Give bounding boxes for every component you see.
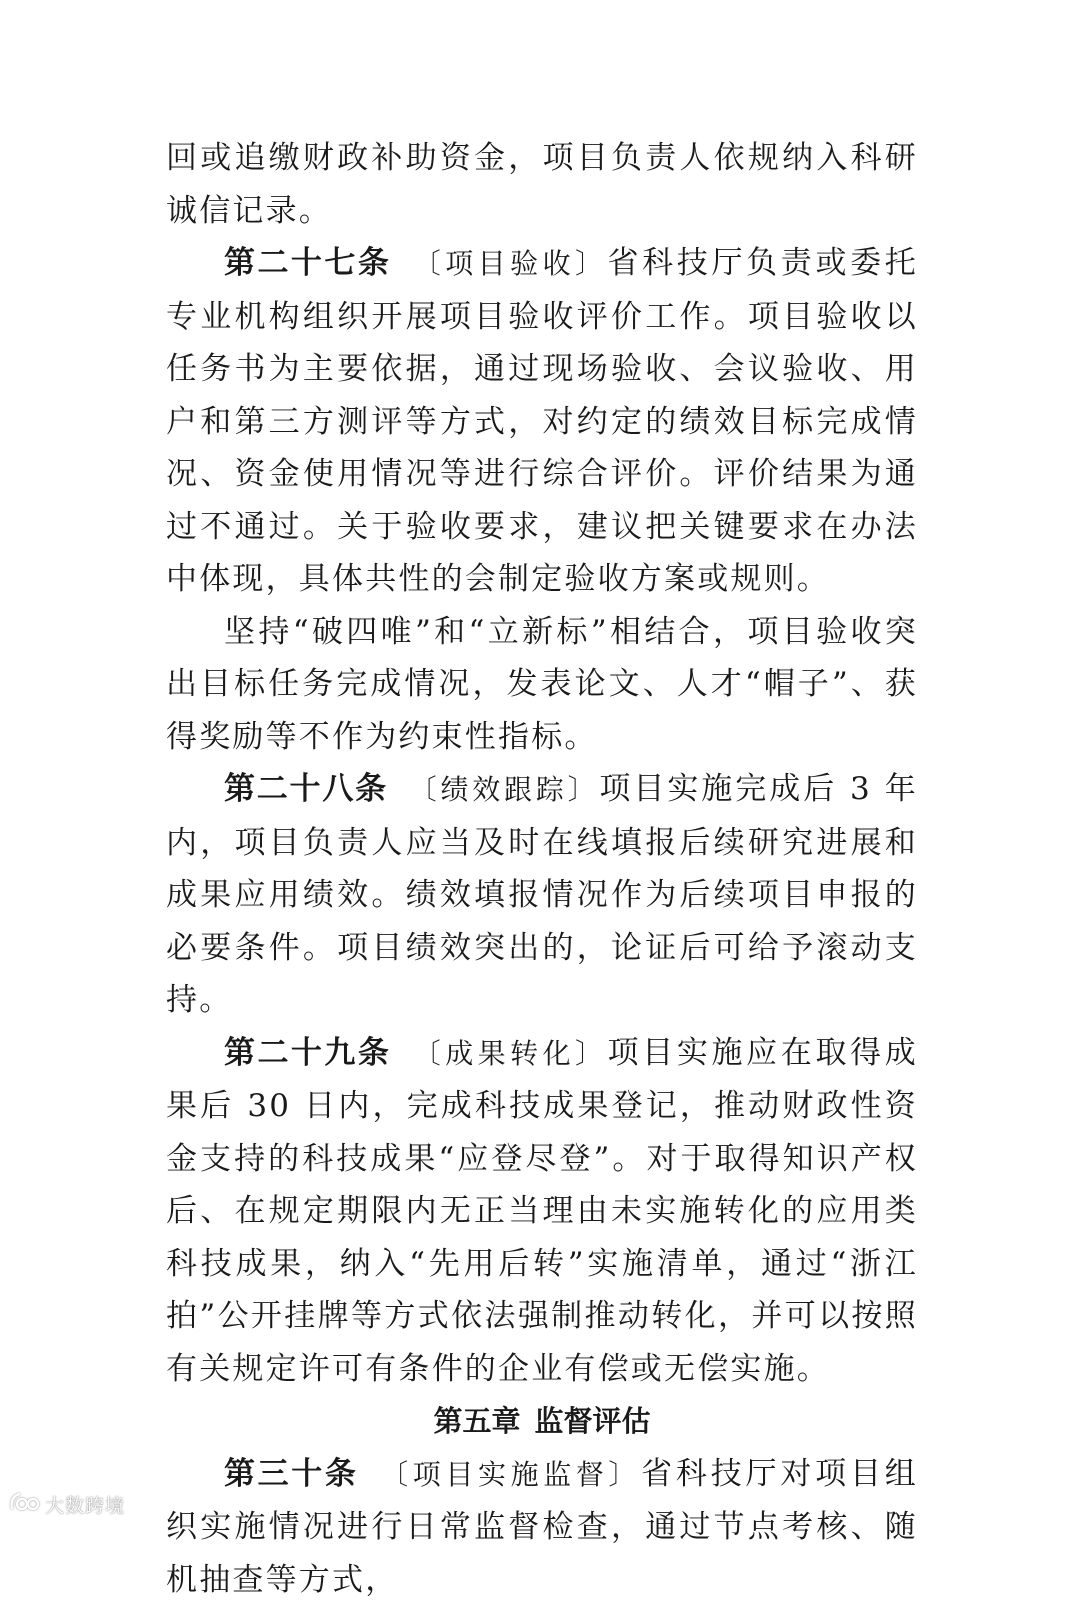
article-29-tag: 〔成果转化〕 (411, 1037, 607, 1070)
article-27-tag: 〔项目验收〕 (411, 247, 607, 280)
article-28-text: 项目实施完成后 3 年内，项目负责人应当及时在线填报后续研究进展和成果应用绩效。绩效填报情况作为后续项目申报的必要条件。项目绩效突出的，论证后可给予滚动支持。 (166, 771, 918, 1018)
article-29-number: 第二十九条 (224, 1035, 391, 1071)
article-30-text: 省科技厅对项目组织实施情况进行日常监督检查，通过节点考核、随机抽查等方式， (166, 1456, 918, 1598)
article-27 (166, 237, 918, 606)
article-30-tag: 〔项目实施监督〕 (378, 1458, 641, 1491)
article-27-text: 省科技厅负责或委托专业机构组织开展项目验收评价工作。项目验收以任务书为主要依据，通过现场验收、会议验收、用户和第三方测评等方式，对约定的绩效目标完成情况、资金使用情况等进行综合评价。评价结果为通过不通过。关于验收要求，建议把关键要求在办法中体现，具体共性的会制定验收方案或规则。 (166, 245, 918, 597)
article-29 (166, 1027, 918, 1396)
chapter-number: 第五章 (433, 1404, 520, 1438)
watermark (8, 1490, 125, 1519)
article-30-number: 第三十条 (224, 1456, 358, 1492)
article-27-paragraph-2: 坚持“破四唯”和“立新标”相结合，项目验收突出目标任务完成情况，发表论文、人才“帽子”、获得奖励等不作为约束性指标。 (166, 606, 918, 764)
article-28-tag: 〔绩效跟踪〕 (408, 773, 599, 806)
document-page (166, 132, 918, 1606)
article-29-text: 项目实施应在取得成果后 30 日内，完成科技成果登记，推动财政性资金支持的科技成果“应登尽登”。对于取得知识产权后、在规定期限内无正当理由未实施转化的应用类科技成果，纳入“先用后转”实施清单，通过“浙江拍”公开挂牌等方式依法强制推动转化，并可以按照有关规定许可有条件的企业有偿或无偿实施。 (166, 1035, 918, 1387)
chapter-title: 监督评估 (535, 1404, 651, 1438)
paragraph-continuation: 回或追缴财政补助资金，项目负责人依规纳入科研诚信记录。 (166, 132, 918, 237)
watermark-text: 大数跨境 (45, 1491, 125, 1518)
article-27-number: 第二十七条 (224, 245, 391, 281)
watermark-logo-icon (8, 1490, 42, 1519)
article-28-number: 第二十八条 (224, 771, 388, 807)
chapter-heading (166, 1395, 918, 1448)
article-28 (166, 763, 918, 1027)
